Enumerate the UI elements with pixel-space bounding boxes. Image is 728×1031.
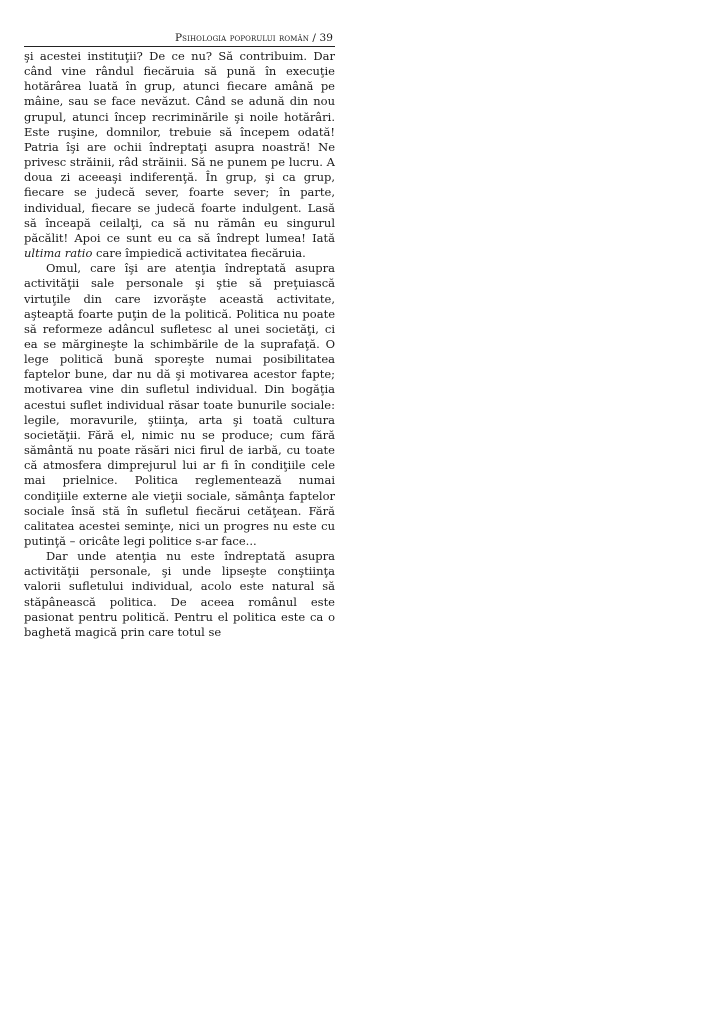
paragraph-1: [24, 49, 335, 261]
title-separator: /: [308, 32, 320, 44]
body-text: [24, 49, 335, 640]
paragraph-3: Dar unde atenţia nu este îndreptată asupra activităţii personale, şi unde lipseşte conştiinţa valorii sufletului individual, acolo este natural să stăpânească politica. De aceea românul este pasionat pentru politică. Pentru el politica este ca o baghetă magică prin care totul se: [24, 549, 335, 639]
page-header: [24, 32, 335, 47]
page-number: 39: [319, 32, 333, 44]
paragraph-1-end: care împiedică activitatea fiecăruia.: [92, 246, 306, 261]
paragraph-1-text: şi acestei instituţii? De ce nu? Să contribuim. Dar când vine rândul fiecăruia să pună în execuţie hotărârea luată în grup, atunci fiecare amână pe mâine, sau se face nevăzut. Când se adună din nou grupul, atunci încep recriminările şi noile hotărâri. Este ruşine, domnilor, trebuie să începem odată! Patria îşi are ochii îndreptaţi asupra noastră! Ne privesc străinii, râd străinii. Să ne punem pe lucru. A doua zi aceeaşi indiferenţă. În grup, şi ca grup, fiecare se judecă sever, foarte sever; în parte, individual, fiecare se judecă foarte indulgent. Lasă să înceapă ceilalţi, ca să nu rămân eu singurul păcălit! Apoi ce sunt eu ca să îndrept lumea! Iată: [24, 49, 335, 245]
paragraph-1-italic-phrase: ultima ratio: [24, 246, 93, 261]
running-title: [175, 32, 333, 45]
book-title: Psihologia poporului român: [175, 32, 309, 44]
paragraph-2: Omul, care îşi are atenţia îndreptată asupra activităţii sale personale şi ştie să preţuiască virtuţile din care izvorăşte această activitate, aşteaptă foarte puţin de la politică. Politica nu poate să reformeze adâncul sufletesc al unei societăţi, ci ea se mărgineşte la schimbările de la suprafaţă. O lege politică bună sporeşte numai posibilitatea faptelor bune, dar nu dă şi motivarea acestor fapte; motivarea vine din sufletul individual. Din bogăţia acestui suflet individual răsar toate bunurile sociale: legile, moravurile, ştiinţa, arta şi toată cultura societăţii. Fără el, nimic nu se produce; cum fără sământă nu poate răsări nici firul de iarbă, cu toate că atmosfera dimprejurul lui ar fi în condiţiile cele mai prielnice. Politica reglementează numai condiţiile externe ale vieţii sociale, sămânţa faptelor sociale însă stă în sufletul fiecărui cetăţean. Fără calitatea acestei seminţe, nici un progres nu este cu putinţă – oricâte legi politice s-ar face...: [24, 261, 335, 548]
